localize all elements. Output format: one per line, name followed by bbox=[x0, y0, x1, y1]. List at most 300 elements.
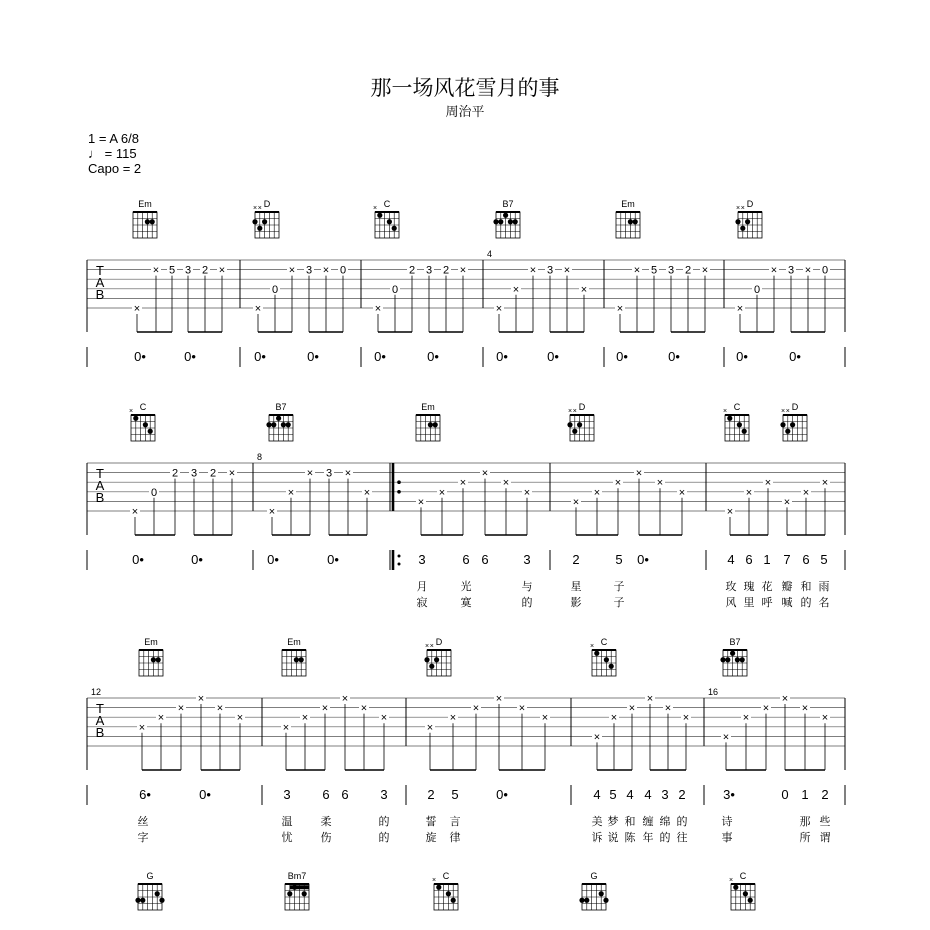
jianpu-note: 0• bbox=[327, 552, 339, 567]
tab-note: 0 bbox=[150, 486, 158, 499]
chord-name: D bbox=[578, 402, 586, 412]
chord-name: Em bbox=[287, 637, 301, 647]
tab-note: × bbox=[287, 486, 295, 499]
chord-dot bbox=[735, 657, 740, 662]
chord-dot bbox=[252, 219, 257, 224]
chord-mute-mark: × bbox=[728, 877, 734, 884]
tab-note: × bbox=[781, 693, 789, 705]
chord-name: D bbox=[746, 199, 754, 209]
jianpu-note: 6 bbox=[481, 552, 489, 567]
chord-mute-mark: × bbox=[252, 205, 258, 212]
jianpu-note: 0• bbox=[132, 552, 144, 567]
jianpu-line bbox=[87, 550, 845, 570]
tab-note: 2 bbox=[408, 264, 416, 277]
tab-clef-letter: T bbox=[96, 701, 104, 716]
tab-note: × bbox=[610, 712, 618, 725]
tab-note: × bbox=[593, 486, 601, 499]
jianpu-note: 4 bbox=[727, 552, 735, 567]
jianpu-note: 1 bbox=[763, 552, 771, 567]
tab-note: 3 bbox=[190, 467, 198, 480]
lyric-verse-2: 子 bbox=[613, 597, 625, 609]
tab-note: × bbox=[495, 693, 503, 705]
tab-note: 2 bbox=[684, 264, 692, 277]
lyric-verse-1: 瑰 bbox=[743, 581, 755, 593]
chord-name: B7 bbox=[275, 402, 287, 412]
chord-name: G bbox=[146, 871, 154, 881]
chord-dot bbox=[436, 885, 441, 890]
repeat-dot bbox=[397, 490, 401, 494]
lyric-verse-2: 呼 bbox=[761, 597, 773, 609]
tab-note: × bbox=[512, 283, 520, 296]
lyric-verse-1: 温 bbox=[281, 816, 293, 828]
chord-mute-mark: × bbox=[128, 408, 134, 415]
tab-note: × bbox=[321, 702, 329, 715]
tab-note: 5 bbox=[168, 264, 176, 277]
chord-dot bbox=[145, 219, 150, 224]
lyric-verse-2: 旋 bbox=[425, 832, 437, 844]
tab-note: × bbox=[133, 303, 141, 315]
chord-diagram-em bbox=[133, 199, 157, 238]
chord-diagram-d bbox=[252, 199, 279, 238]
jianpu-note: 0• bbox=[789, 349, 801, 364]
chord-mute-mark: × bbox=[785, 408, 790, 415]
tab-note: 3 bbox=[305, 264, 313, 277]
chord-dot bbox=[299, 657, 304, 662]
chord-dot bbox=[155, 891, 160, 896]
tab-note: × bbox=[518, 702, 526, 715]
jianpu-note: 2 bbox=[821, 787, 829, 802]
chord-dot bbox=[287, 891, 292, 896]
tab-note: × bbox=[593, 731, 601, 744]
jianpu-note: 3 bbox=[661, 787, 669, 802]
chord-dot bbox=[292, 885, 297, 890]
chord-dot bbox=[281, 422, 286, 427]
tab-measure bbox=[708, 687, 830, 770]
tab-system bbox=[87, 452, 845, 609]
tab-note: × bbox=[363, 486, 371, 499]
chord-dot bbox=[148, 429, 153, 434]
tab-clef-letter: A bbox=[95, 275, 105, 290]
chord-dot bbox=[780, 422, 785, 427]
lyric-verse-1: 的 bbox=[378, 816, 390, 828]
chord-diagram-c bbox=[729, 871, 755, 910]
chord-name: D bbox=[791, 402, 799, 412]
tab-note: × bbox=[770, 264, 778, 277]
tab-measure bbox=[487, 249, 589, 332]
tab-note: × bbox=[380, 712, 388, 725]
lyric-verse-1: 缠 bbox=[642, 816, 654, 828]
chord-name: B7 bbox=[502, 199, 514, 209]
tab-clef-letter: B bbox=[95, 490, 105, 505]
chord-dot bbox=[584, 898, 589, 903]
chord-mute-mark: × bbox=[589, 643, 595, 650]
chord-diagram-d bbox=[735, 199, 762, 238]
tab-measure bbox=[281, 693, 389, 770]
chord-name: C bbox=[139, 402, 147, 412]
chord-dot bbox=[567, 422, 572, 427]
jianpu-note: 5 bbox=[615, 552, 623, 567]
chord-dot bbox=[451, 898, 456, 903]
chord-dot bbox=[159, 898, 164, 903]
chord-diagram-c bbox=[373, 199, 399, 238]
tab-note: × bbox=[417, 496, 425, 509]
tab-note: 2 bbox=[442, 264, 450, 277]
chord-dot bbox=[424, 657, 429, 662]
lyric-verse-2: 风 bbox=[725, 597, 737, 609]
chord-name: C bbox=[442, 871, 450, 881]
lyric-verse-2: 年 bbox=[642, 832, 654, 844]
chord-dot bbox=[428, 422, 433, 427]
chord-dot bbox=[446, 891, 451, 896]
tab-note: × bbox=[502, 477, 510, 490]
tab-note: 3 bbox=[787, 264, 795, 277]
jianpu-note: 4 bbox=[626, 787, 634, 802]
chord-dot bbox=[508, 219, 513, 224]
tab-note: 2 bbox=[201, 264, 209, 277]
chord-mute-mark: × bbox=[567, 408, 573, 415]
chord-dot bbox=[733, 885, 738, 890]
tab-note: × bbox=[344, 467, 352, 480]
lyric-verse-2: 说 bbox=[607, 832, 619, 844]
lyric-verse-1: 那 bbox=[799, 816, 811, 828]
tab-note: 3 bbox=[546, 264, 554, 277]
repeat-dot bbox=[398, 563, 401, 566]
chord-dot bbox=[594, 651, 599, 656]
jianpu-note: 3 bbox=[418, 552, 426, 567]
jianpu-note: 0• bbox=[374, 349, 386, 364]
tab-note: 2 bbox=[209, 467, 217, 480]
chord-dot bbox=[302, 891, 307, 896]
tab-note: × bbox=[801, 702, 809, 715]
lyric-verse-2: 的 bbox=[800, 597, 812, 609]
tab-note: × bbox=[656, 477, 664, 490]
tab-clef-letter: A bbox=[95, 713, 105, 728]
lyric-verse-2: 名 bbox=[818, 597, 830, 609]
chord-diagram-c bbox=[129, 402, 155, 441]
tab-note: × bbox=[722, 731, 730, 744]
measure-number: 16 bbox=[708, 687, 719, 697]
tab-note: × bbox=[236, 712, 244, 725]
jianpu-note: 2 bbox=[678, 787, 686, 802]
tab-note: × bbox=[268, 506, 276, 518]
jianpu-note: 3 bbox=[283, 787, 291, 802]
lyric-verse-2: 喊 bbox=[781, 597, 793, 609]
tab-system bbox=[87, 687, 845, 844]
jianpu-note: 0• bbox=[736, 349, 748, 364]
chord-dot bbox=[266, 422, 271, 427]
chord-dot bbox=[603, 898, 608, 903]
lyric-verse-1: 美 bbox=[591, 816, 603, 828]
tab-note: × bbox=[481, 467, 489, 480]
tab-clef-letter: B bbox=[95, 287, 105, 302]
tab-note: × bbox=[678, 486, 686, 499]
chord-dot bbox=[743, 891, 748, 896]
lyric-verse-2: 往 bbox=[676, 832, 688, 844]
tab-note: 0 bbox=[753, 283, 761, 296]
chord-mute-mark: × bbox=[572, 408, 577, 415]
tab-system bbox=[87, 249, 845, 367]
chord-mute-mark: × bbox=[722, 408, 728, 415]
chord-dot bbox=[286, 422, 291, 427]
chord-mute-mark: × bbox=[257, 205, 262, 212]
tab-note: × bbox=[254, 303, 262, 315]
chord-dot bbox=[742, 429, 747, 434]
tab-note: × bbox=[216, 702, 224, 715]
chord-dot bbox=[387, 219, 392, 224]
chord-dot bbox=[262, 219, 267, 224]
tab-note: × bbox=[701, 264, 709, 277]
tab-note: 0 bbox=[391, 283, 399, 296]
jianpu-note: 0• bbox=[496, 787, 508, 802]
jianpu-note: 0• bbox=[427, 349, 439, 364]
tab-clef-letter: T bbox=[96, 466, 104, 481]
chord-mute-mark: × bbox=[372, 205, 378, 212]
chord-dot bbox=[503, 213, 508, 218]
lyric-verse-2: 忧 bbox=[281, 832, 293, 844]
lyric-verse-1: 瓣 bbox=[781, 581, 793, 593]
tab-note: × bbox=[152, 264, 160, 277]
measure-number: 4 bbox=[487, 249, 493, 259]
lyric-verse-2: 律 bbox=[449, 832, 461, 844]
lyric-verse-2: 的 bbox=[521, 597, 533, 609]
chord-dot bbox=[151, 657, 156, 662]
tab-note: × bbox=[459, 477, 467, 490]
chord-dot bbox=[156, 657, 161, 662]
tab-note: × bbox=[821, 712, 829, 725]
tab-note: × bbox=[523, 486, 531, 499]
lyric-verse-1: 花 bbox=[761, 581, 773, 593]
chord-name: B7 bbox=[729, 637, 741, 647]
tab-note: 3 bbox=[184, 264, 192, 277]
tab-note: 3 bbox=[325, 467, 333, 480]
lyric-verse-1: 柔 bbox=[320, 816, 332, 828]
tab-note: × bbox=[541, 712, 549, 725]
chord-name: Em bbox=[138, 199, 152, 209]
lyric-verse-1: 丝 bbox=[137, 816, 149, 828]
jianpu-note: 5 bbox=[451, 787, 459, 802]
chord-dot bbox=[143, 422, 148, 427]
tempo-value: = 115 bbox=[104, 146, 137, 161]
chord-dot bbox=[429, 664, 434, 669]
chord-dot bbox=[572, 429, 577, 434]
chord-name: Bm7 bbox=[287, 871, 307, 881]
song-title: 那一场风花雪月的事 bbox=[370, 76, 560, 100]
jianpu-note: 7 bbox=[783, 552, 791, 567]
lyric-verse-1: 的 bbox=[676, 816, 688, 828]
tab-note: × bbox=[177, 702, 185, 715]
key-signature: 1 = A 6/8 bbox=[88, 131, 139, 146]
chord-diagram-b7 bbox=[493, 199, 520, 238]
chord-diagram-d bbox=[424, 637, 451, 676]
chord-diagram-d bbox=[780, 402, 807, 441]
lyric-verse-1: 雨 bbox=[818, 581, 830, 593]
jianpu-note: 5 bbox=[609, 787, 617, 802]
chord-diagram-c bbox=[432, 871, 458, 910]
chord-diagram-c bbox=[590, 637, 616, 676]
chord-dot bbox=[392, 226, 397, 231]
tab-note: 3 bbox=[425, 264, 433, 277]
lyric-verse-1: 言 bbox=[449, 816, 461, 828]
tab-note: × bbox=[580, 283, 588, 296]
chord-dot bbox=[513, 219, 518, 224]
chord-mute-mark: × bbox=[431, 877, 437, 884]
tab-note: × bbox=[374, 303, 382, 315]
chord-name: C bbox=[733, 402, 741, 412]
lyric-verse-1: 玫 bbox=[725, 581, 737, 593]
jianpu-note: 5 bbox=[820, 552, 828, 567]
tab-note: × bbox=[472, 702, 480, 715]
chord-dot bbox=[579, 898, 584, 903]
tab-note: 0 bbox=[821, 264, 829, 277]
jianpu-note: 2 bbox=[572, 552, 580, 567]
chord-diagram-b7 bbox=[720, 637, 747, 676]
jianpu-note: 0• bbox=[134, 349, 146, 364]
lyric-verse-1: 绵 bbox=[659, 816, 671, 828]
lyric-verse-1: 些 bbox=[819, 816, 831, 828]
lyric-verse-2: 陈 bbox=[624, 832, 636, 844]
chord-dot bbox=[577, 422, 582, 427]
tab-note: × bbox=[745, 486, 753, 499]
tab-measure bbox=[91, 687, 245, 770]
jianpu-note: 4 bbox=[644, 787, 652, 802]
tab-note: × bbox=[529, 264, 537, 277]
lyric-verse-2: 字 bbox=[137, 832, 149, 844]
chord-dot bbox=[377, 213, 382, 218]
song-artist: 周治平 bbox=[445, 105, 485, 120]
jianpu-note: 0• bbox=[191, 552, 203, 567]
capo: Capo = 2 bbox=[88, 161, 142, 176]
tab-note: × bbox=[218, 264, 226, 277]
chord-name: C bbox=[739, 871, 747, 881]
jianpu-note: 6 bbox=[322, 787, 330, 802]
chord-dot bbox=[609, 664, 614, 669]
tab-note: × bbox=[821, 477, 829, 490]
chord-dot bbox=[735, 219, 740, 224]
jianpu-note: 3 bbox=[523, 552, 531, 567]
chord-name: C bbox=[600, 637, 608, 647]
tab-note: × bbox=[664, 702, 672, 715]
chord-name: C bbox=[383, 199, 391, 209]
lyric-verse-1: 和 bbox=[800, 581, 812, 593]
tab-note: 2 bbox=[171, 467, 179, 480]
measure-number: 8 bbox=[257, 452, 263, 462]
quarter-note-icon: ♩ bbox=[88, 146, 101, 161]
tab-note: 5 bbox=[650, 264, 658, 277]
jianpu-note: 0• bbox=[547, 349, 559, 364]
lyric-verse-2: 诉 bbox=[591, 832, 603, 844]
lyric-verse-1: 月 bbox=[416, 581, 428, 593]
chord-dot bbox=[135, 898, 140, 903]
tab-measure bbox=[257, 452, 372, 535]
tab-note: × bbox=[288, 264, 296, 277]
chord-diagram-c bbox=[723, 402, 749, 441]
chord-diagram-em bbox=[139, 637, 163, 676]
tab-measure bbox=[592, 693, 691, 770]
chord-name: G bbox=[590, 871, 598, 881]
repeat-dot bbox=[397, 480, 401, 484]
chord-dot bbox=[140, 898, 145, 903]
tab-note: 3 bbox=[667, 264, 675, 277]
jianpu-note: 6• bbox=[139, 787, 151, 802]
jianpu-note: 6 bbox=[462, 552, 470, 567]
chord-diagram-g bbox=[135, 871, 164, 910]
tab-note: × bbox=[783, 496, 791, 509]
chord-dot bbox=[434, 657, 439, 662]
chord-dot bbox=[633, 219, 638, 224]
tab-note: × bbox=[804, 264, 812, 277]
jianpu-note: 0• bbox=[267, 552, 279, 567]
jianpu-note: 0• bbox=[254, 349, 266, 364]
chord-dot bbox=[727, 416, 732, 421]
chord-name: Em bbox=[144, 637, 158, 647]
jianpu-note: 0 bbox=[781, 787, 789, 802]
chord-diagram-d bbox=[567, 402, 594, 441]
lyric-verse-2: 的 bbox=[378, 832, 390, 844]
lyric-verse-2: 事 bbox=[721, 832, 733, 844]
chord-diagram-b7 bbox=[266, 402, 293, 441]
tab-note: × bbox=[646, 693, 654, 705]
tab-clef-letter: B bbox=[95, 725, 105, 740]
chord-name: Em bbox=[621, 199, 635, 209]
jianpu-note: 0• bbox=[616, 349, 628, 364]
lyric-verse-2: 谓 bbox=[819, 832, 831, 844]
chord-dot bbox=[493, 219, 498, 224]
tab-note: × bbox=[628, 702, 636, 715]
jianpu-note: 0• bbox=[668, 349, 680, 364]
lyric-verse-2: 寂 bbox=[416, 597, 428, 609]
lyric-verse-1: 与 bbox=[521, 581, 533, 593]
tab-note: × bbox=[197, 693, 205, 705]
chord-dot bbox=[150, 219, 155, 224]
lyric-verse-2: 的 bbox=[659, 832, 671, 844]
lyric-verse-1: 光 bbox=[460, 581, 472, 593]
chord-diagram-em bbox=[616, 199, 640, 238]
chord-dot bbox=[725, 657, 730, 662]
lyric-verse-2: 影 bbox=[570, 597, 582, 609]
lyric-verse-1: 子 bbox=[613, 581, 625, 593]
tab-note: × bbox=[762, 702, 770, 715]
tab-note: × bbox=[742, 712, 750, 725]
tab-note: × bbox=[572, 496, 580, 509]
chord-dot bbox=[133, 416, 138, 421]
chord-dot bbox=[276, 416, 281, 421]
tab-note: × bbox=[301, 712, 309, 725]
jianpu-note: 0• bbox=[496, 349, 508, 364]
chord-dot bbox=[628, 219, 633, 224]
chord-dot bbox=[271, 422, 276, 427]
tab-note: × bbox=[157, 712, 165, 725]
chord-name: Em bbox=[421, 402, 435, 412]
chord-dot bbox=[785, 429, 790, 434]
tab-note: × bbox=[616, 303, 624, 315]
jianpu-note: 0• bbox=[199, 787, 211, 802]
tab-note: × bbox=[228, 467, 236, 480]
lyric-verse-2: 里 bbox=[743, 597, 755, 609]
tab-note: × bbox=[726, 506, 734, 518]
chord-dot bbox=[748, 898, 753, 903]
jianpu-note: 6 bbox=[745, 552, 753, 567]
tab-note: × bbox=[306, 467, 314, 480]
jianpu-note: 6 bbox=[341, 787, 349, 802]
jianpu-note: 0• bbox=[307, 349, 319, 364]
tab-note: × bbox=[736, 303, 744, 315]
lyric-verse-1: 和 bbox=[624, 816, 636, 828]
lyric-verse-1: 誓 bbox=[425, 816, 437, 828]
chord-dot bbox=[294, 657, 299, 662]
tab-note: × bbox=[449, 712, 457, 725]
jianpu-note: 4 bbox=[593, 787, 601, 802]
chord-dot bbox=[257, 226, 262, 231]
